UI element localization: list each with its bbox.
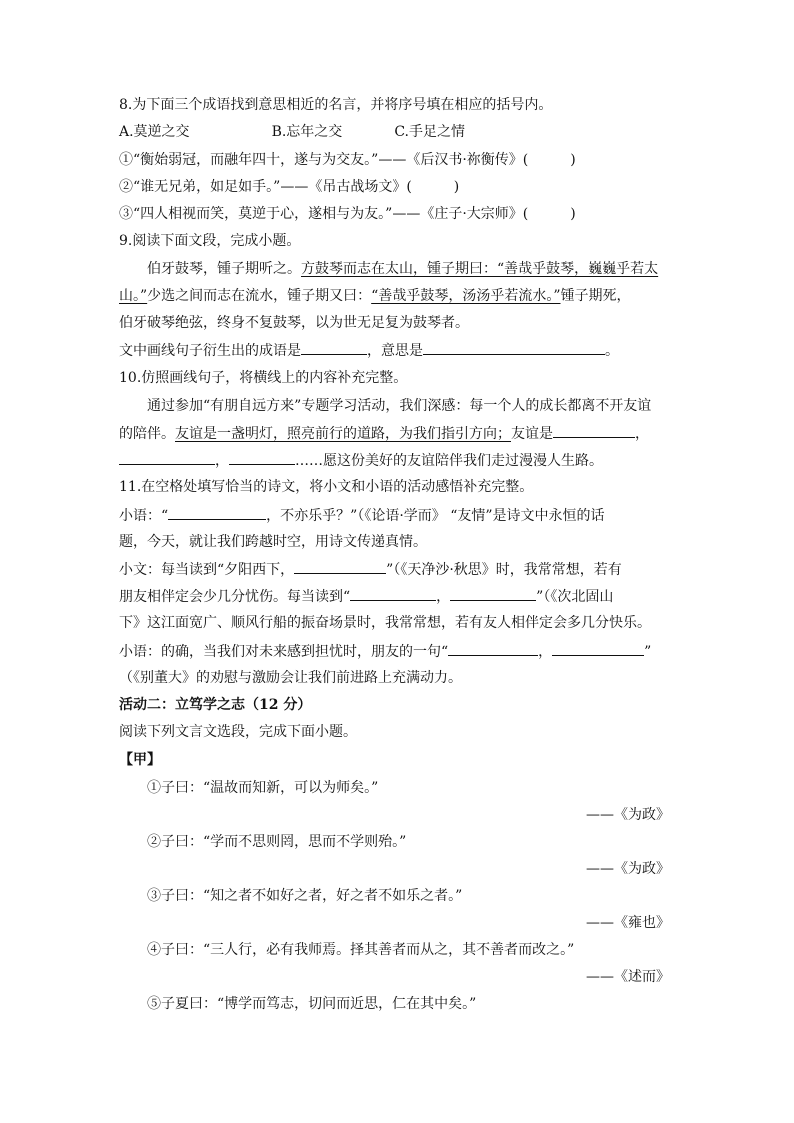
q10-line-1: 通过参加“有朋自远方来”专题学习活动，我们深感：每一个人的成长都离不开友谊 — [147, 398, 652, 414]
analects-quote-3: ③子曰：“知之者不如好之者，好之者不如乐之者。” — [147, 888, 463, 904]
q10-text: ， — [215, 453, 229, 469]
analects-source-1: ——《为政》 — [586, 807, 670, 823]
q11-text: 小语：的确，当我们对未来感到担忧时，朋友的一句“ — [119, 644, 449, 660]
q10-text: ……愿这份美好的友谊陪伴我们走过漫漫人生路。 — [295, 453, 603, 469]
analects-quote-1: ①子曰：“温故而知新，可以为师矣。” — [147, 780, 379, 796]
q8-options — [119, 122, 465, 142]
answer-blank[interactable] — [350, 586, 436, 601]
q11-line-4 — [119, 586, 613, 607]
q11-text: ， — [436, 589, 451, 605]
answer-blank[interactable] — [423, 340, 605, 355]
answer-blank[interactable] — [301, 340, 367, 355]
q10-underlined-text: 友谊是一盏明灯，照亮前行的道路，为我们指引方向； — [175, 426, 511, 442]
q9-underlined-text: “善哉乎鼓琴，汤汤乎若流水。” — [371, 288, 561, 304]
answer-blank[interactable] — [552, 641, 644, 656]
activity2-instruction: 阅读下列文言文选段，完成下面小题。 — [119, 724, 357, 740]
q8-option-c: C.手足之情 — [394, 124, 465, 140]
analects-source-2: ——《为政》 — [586, 861, 670, 877]
q9-underlined-text: 山。” — [119, 288, 148, 304]
q10-text: ， — [635, 426, 649, 442]
q9-title: 9.阅读下面文段，完成小题。 — [119, 233, 301, 249]
q8-title: 8.为下面三个成语找到意思相近的名言，并将序号填在相应的括号内。 — [119, 97, 553, 113]
analects-source-3: ——《雍也》 — [586, 915, 670, 931]
q10-line-3 — [119, 450, 603, 471]
q9-passage-line-2 — [119, 286, 631, 306]
q11-line-7: （《别董大》的劝慰与激励会让我们前进路上充满动力。 — [119, 670, 462, 686]
q11-line-3 — [119, 559, 622, 580]
q9-question — [119, 340, 619, 361]
activity2-title: 活动二：立笃学之志（12 分） — [119, 697, 312, 713]
q10-text: 友谊是 — [511, 426, 553, 442]
q9-text: 锺子期死， — [560, 288, 631, 304]
answer-blank[interactable] — [294, 559, 386, 574]
q8-item-3: ③“四人相视而笑，莫逆于心，遂相与为友。”——《庄子·大宗师》( ) — [119, 206, 576, 222]
answer-blank[interactable] — [450, 586, 536, 601]
q9-ask-text: 文中画线句子衍生出的成语是 — [119, 343, 301, 359]
q8-option-b: B.忘年之交 — [271, 124, 343, 140]
q9-ask-text: ，意思是 — [367, 343, 423, 359]
q11-line-1 — [119, 505, 605, 526]
answer-blank[interactable] — [229, 450, 295, 465]
q11-text: 小语：“ — [119, 508, 169, 524]
q11-text: ” — [644, 644, 652, 660]
q9-text: 少选之间而志在流水，锺子期又曰： — [147, 288, 372, 304]
passage-jia-label: 【甲】 — [119, 752, 161, 768]
analects-quote-5: ⑤子夏曰：“博学而笃志，切问而近思，仁在其中矣。” — [147, 996, 477, 1012]
answer-blank[interactable] — [553, 423, 635, 438]
answer-blank[interactable] — [168, 505, 266, 520]
q11-text: ”（《次北固山 — [536, 589, 614, 605]
q10-line-2 — [119, 423, 649, 444]
q9-passage-line-1 — [147, 259, 658, 279]
q8-option-a: A.莫逆之交 — [119, 124, 190, 140]
q8-item-2: ②“谁无兄弟，如足如手。”——《吊古战场文》( ) — [119, 179, 460, 195]
q9-underlined-text: 方鼓琴而志在太山，锺子期曰：“善哉乎鼓琴，巍巍乎若太 — [301, 261, 659, 277]
q11-line-6 — [119, 641, 651, 662]
q9-passage-line-3: 伯牙破琴绝弦，终身不复鼓琴，以为世无足复为鼓琴者。 — [119, 315, 469, 331]
q11-text: ，不亦乐乎？”（《论语·学而》 “友情”是诗文中永恒的话 — [266, 508, 605, 524]
q10-text: 的陪伴。 — [119, 426, 175, 442]
q11-title: 11.在空格处填写恰当的诗文，将小文和小语的活动感悟补充完整。 — [119, 479, 534, 495]
q11-line-2: 题，今天，就让我们跨越时空，用诗文传递真情。 — [119, 534, 427, 550]
q11-text: ”（《天净沙·秋思》时，我常常想，若有 — [386, 562, 622, 578]
q9-ask-text: 。 — [605, 343, 619, 359]
answer-blank[interactable] — [119, 450, 215, 465]
q9-text: 伯牙鼓琴，锺子期听之。 — [147, 261, 301, 277]
answer-blank[interactable] — [448, 641, 538, 656]
analects-source-4: ——《述而》 — [586, 969, 670, 985]
q10-title: 10.仿照画线句子，将横线上的内容补充完整。 — [119, 370, 408, 386]
q8-item-1: ①“衡始弱冠，而融年四十，遂与为交友。”——《后汉书·祢衡传》( ) — [119, 152, 576, 168]
q11-text: ， — [538, 644, 553, 660]
analects-quote-2: ②子曰：“学而不思则罔，思而不学则殆。” — [147, 834, 407, 850]
q11-line-5: 下》这江面宽广、顺风行船的振奋场景时，我常常想，若有友人相伴定会多几分快乐。 — [119, 615, 651, 631]
q11-text: 朋友相伴定会少几分忧伤。每当读到“ — [119, 589, 351, 605]
analects-quote-4: ④子曰：“三人行，必有我师焉。择其善者而从之，其不善者而改之。” — [147, 942, 575, 958]
q11-text: 小文：每当读到“夕阳西下， — [119, 562, 295, 578]
